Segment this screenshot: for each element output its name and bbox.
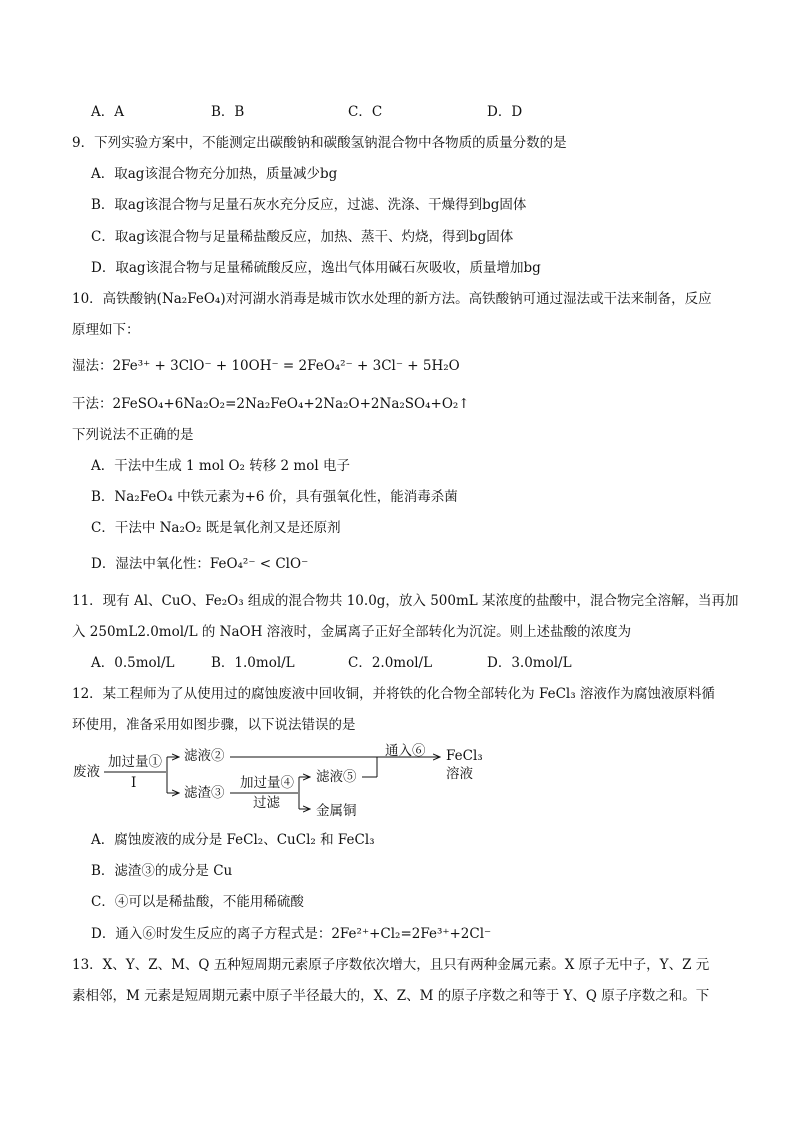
q10-wet-method: 湿法：2Fe³⁺ + 3ClO⁻ + 10OH⁻ = 2FeO₄²⁻ + 3Cl⁻ + 5H₂O xyxy=(72,358,460,374)
q10-dry-method: 干法：2FeSO₄+6Na₂O₂=2Na₂FeO₄+2Na₂O+2Na₂SO₄+O₂↑ xyxy=(72,396,470,412)
q11-stem-line2: 入 250mL2.0mol/L 的 NaOH 溶液时，金属离子正好全部转化为沉淀。则上述盐酸的浓度为 xyxy=(72,624,632,640)
q13-stem-line2: 素相邻，M 元素是短周期元素中原子半径最大的，X、Z、M 的原子序数之和等于 Y、Q 原子序数之和。下 xyxy=(72,988,710,1004)
q10-option-c: C．干法中 Na₂O₂ 既是氧化剂又是还原剂 xyxy=(91,520,341,536)
q12-option-c: C．④可以是稀盐酸，不能用稀硫酸 xyxy=(91,894,304,910)
q9-stem: 9．下列实验方案中，不能测定出碳酸钠和碳酸氢钠混合物中各物质的质量分数的是 xyxy=(72,135,567,151)
step1-reagent-label: 加过量① xyxy=(108,754,162,770)
q12-option-d: D．通入⑥时发生反应的离子方程式是：2Fe²⁺+Cl₂=2Fe³⁺+2Cl⁻ xyxy=(91,926,492,942)
q8-option-a: A．A xyxy=(91,104,124,120)
filtrate-2-label: 滤液② xyxy=(184,748,225,764)
residue-3-label: 滤渣③ xyxy=(184,785,225,801)
filtrate-5-label: 滤液⑤ xyxy=(316,769,357,785)
q8-options xyxy=(91,103,522,121)
q10-stem-line1: 10．高铁酸钠(Na₂FeO₄)对河湖水消毒是城市饮水处理的新方法。高铁酸钠可通过湿法或干法来制备，反应 xyxy=(72,291,712,307)
q8-option-b: B．B xyxy=(211,104,245,120)
q13-stem-line1: 13．X、Y、Z、M、Q 五种短周期元素原子序数依次增大，且只有两种金属元素。X 原子无中子，Y、Z 元 xyxy=(72,957,710,973)
step2-filter-label: 过滤 xyxy=(253,795,280,811)
q12-stem-line1: 12．某工程师为了从使用过的腐蚀废液中回收铜，并将铁的化合物全部转化为 FeCl₃ 溶液作为腐蚀液原料循 xyxy=(72,686,715,702)
process-flow-diagram xyxy=(70,743,490,833)
q12-stem-line2: 环使用，准备采用如图步骤，以下说法错误的是 xyxy=(72,717,356,733)
q10-option-a: A．干法中生成 1 mol O₂ 转移 2 mol 电子 xyxy=(91,458,350,474)
q11-stem-line1: 11．现有 Al、CuO、Fe₂O₃ 组成的混合物共 10.0g，放入 500mL 某浓度的盐酸中，混合物完全溶解，当再加 xyxy=(72,593,739,609)
q10-ask: 下列说法不正确的是 xyxy=(72,427,194,443)
q11-option-b: B．1.0mol/L xyxy=(211,655,295,671)
step2-reagent-label: 加过量④ xyxy=(240,775,294,791)
q11-options xyxy=(91,654,572,672)
q11-option-c: C．2.0mol/L xyxy=(348,655,433,671)
q11-option-d: D．3.0mol/L xyxy=(487,655,572,671)
product-fecl3-label: FeCl₃ xyxy=(446,748,483,764)
q12-option-b: B．滤渣③的成分是 Cu xyxy=(91,863,233,879)
q10-option-d: D．湿法中氧化性：FeO₄²⁻ < ClO⁻ xyxy=(91,556,309,572)
q10-stem-line2: 原理如下： xyxy=(72,322,140,338)
q8-option-c: C．C xyxy=(348,104,383,120)
pass-6-label: 通入⑥ xyxy=(385,743,426,759)
step1-roman-label: Ⅰ xyxy=(131,775,137,791)
q9-option-a: A．取ag该混合物充分加热，质量减少bg xyxy=(91,166,338,182)
q9-option-c: C．取ag该混合物与足量稀盐酸反应，加热、蒸干、灼烧，得到bg固体 xyxy=(91,229,514,245)
q8-option-d: D．D xyxy=(487,104,523,120)
product-solution-label: 溶液 xyxy=(446,766,473,782)
q10-option-b: B．Na₂FeO₄ 中铁元素为+6 价，具有强氧化性，能消毒杀菌 xyxy=(91,489,458,505)
metal-copper-label: 金属铜 xyxy=(316,803,357,819)
q11-option-a: A．0.5mol/L xyxy=(91,655,175,671)
waste-liquid-label: 废液 xyxy=(73,764,100,780)
q9-option-b: B．取ag该混合物与足量石灰水充分反应，过滤、洗涤、干燥得到bg固体 xyxy=(91,197,527,213)
q9-option-d: D．取ag该混合物与足量稀硫酸反应，逸出气体用碱石灰吸收，质量增加bg xyxy=(91,260,541,276)
q12-option-a: A．腐蚀废液的成分是 FeCl₂、CuCl₂ 和 FeCl₃ xyxy=(91,832,375,848)
